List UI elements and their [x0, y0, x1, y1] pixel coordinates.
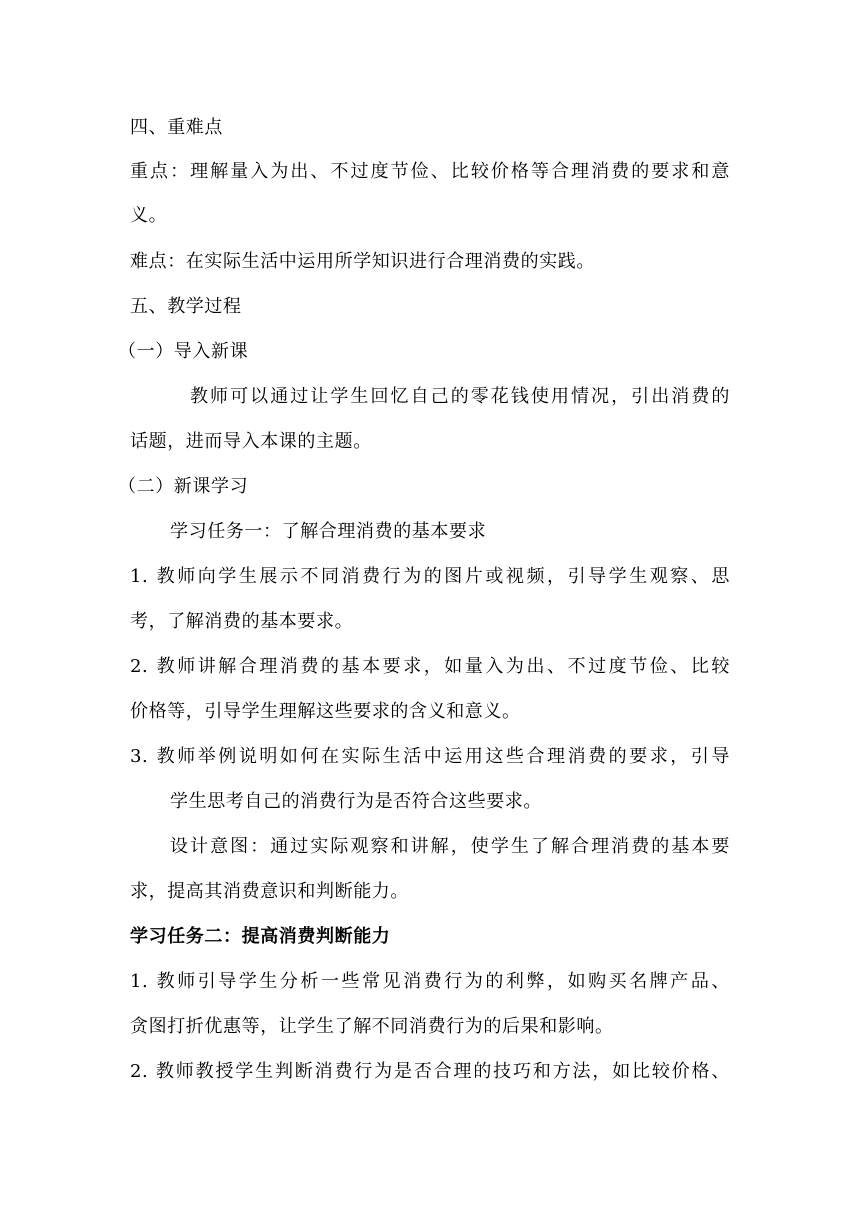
design-intent-line-2: 求，提高其消费意识和判断能力。: [130, 881, 409, 902]
key-point-line-1: 重点：理解量入为出、不过度节俭、比较价格等合理消费的要求和意: [130, 161, 730, 182]
intro-paragraph-line-1: 教师可以通过让学生回忆自己的零花钱使用情况，引出消费的: [190, 386, 730, 407]
difficulty-text: 难点：在实际生活中运用所学知识进行合理消费的实践。: [130, 251, 595, 272]
task1-item3-line-1: 3. 教师举例说明如何在实际生活中运用这些合理消费的要求，引导: [130, 746, 730, 767]
task1-item1-line-1: 1. 教师向学生展示不同消费行为的图片或视频，引导学生观察、思: [130, 566, 730, 587]
section-heading-5: 五、教学过程: [130, 296, 242, 317]
task2-item1-line-1: 1. 教师引导学生分析一些常见消费行为的利弊，如购买名牌产品、: [130, 971, 730, 992]
task1-item3-line-2: 学生思考自己的消费行为是否符合这些要求。: [170, 791, 542, 812]
part1-heading: （一）导入新课: [118, 341, 249, 362]
part2-heading: （二）新课学习: [118, 476, 249, 497]
task1-title: 学习任务一：了解合理消费的基本要求: [170, 521, 487, 542]
task2-item2-line-1: 2. 教师教授学生判断消费行为是否合理的技巧和方法，如比较价格、: [130, 1061, 730, 1082]
design-intent-line-1: 设计意图：通过实际观察和讲解，使学生了解合理消费的基本要: [170, 836, 730, 857]
section-heading-4: 四、重难点: [130, 117, 223, 138]
task2-title: 学习任务二：提高消费判断能力: [130, 926, 391, 947]
task1-item2-line-1: 2. 教师讲解合理消费的基本要求，如量入为出、不过度节俭、比较: [130, 656, 730, 677]
key-point-line-2: 义。: [130, 205, 168, 226]
task1-item1-line-2: 考，了解消费的基本要求。: [130, 611, 354, 632]
task2-item1-line-2: 贪图打折优惠等，让学生了解不同消费行为的后果和影响。: [130, 1016, 614, 1037]
task1-item2-line-2: 价格等，引导学生理解这些要求的含义和意义。: [130, 701, 521, 722]
intro-paragraph-line-2: 话题，进而导入本课的主题。: [130, 431, 372, 452]
